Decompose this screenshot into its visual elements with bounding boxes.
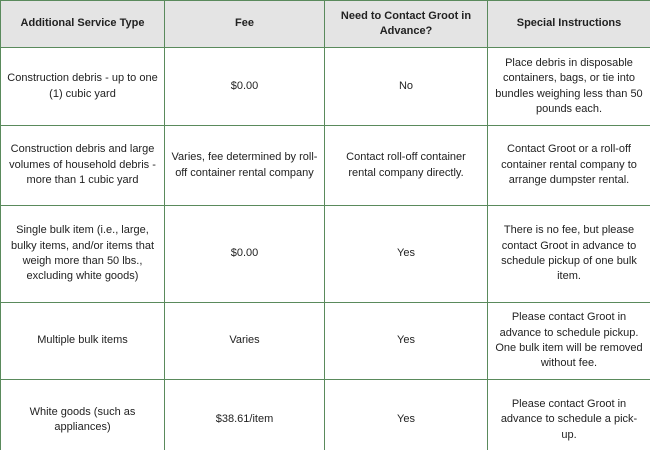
header-service-type: Additional Service Type <box>1 1 165 48</box>
instructions-cell: Please contact Groot in advance to schedule pickup. One bulk item will be removed without fee. <box>488 303 650 380</box>
instructions-cell: Place debris in disposable containers, bags, or tie into bundles weighing less than 50 pounds each. <box>488 48 650 126</box>
table-row <box>1 126 650 206</box>
table-row <box>1 303 650 380</box>
instructions-cell: Contact Groot or a roll-off container rental company to arrange dumpster rental. <box>488 126 650 206</box>
contact-in-advance-cell: Contact roll-off container rental company directly. <box>325 126 488 206</box>
contact-in-advance-cell: Yes <box>325 206 488 303</box>
fee-cell: $0.00 <box>165 206 325 303</box>
fee-cell: Varies, fee determined by roll-off container rental company <box>165 126 325 206</box>
header-contact-in-advance: Need to Contact Groot in Advance? <box>325 1 488 48</box>
table-row <box>1 206 650 303</box>
service-type-cell: Construction debris and large volumes of household debris - more than 1 cubic yard <box>1 126 165 206</box>
fee-cell: $38.61/item <box>165 380 325 450</box>
service-type-cell: Single bulk item (i.e., large, bulky items, and/or items that weigh more than 50 lbs., excluding white goods) <box>1 206 165 303</box>
contact-in-advance-cell: Yes <box>325 303 488 380</box>
table-row <box>1 380 650 450</box>
instructions-cell: Please contact Groot in advance to schedule a pick-up. <box>488 380 650 450</box>
instructions-cell: There is no fee, but please contact Groot in advance to schedule pickup of one bulk item. <box>488 206 650 303</box>
header-fee: Fee <box>165 1 325 48</box>
contact-in-advance-cell: No <box>325 48 488 126</box>
header-special-instructions: Special Instructions <box>488 1 650 48</box>
header-row <box>1 1 650 48</box>
fee-cell: Varies <box>165 303 325 380</box>
contact-in-advance-cell: Yes <box>325 380 488 450</box>
service-type-cell: White goods (such as appliances) <box>1 380 165 450</box>
service-type-cell: Multiple bulk items <box>1 303 165 380</box>
table-row <box>1 48 650 126</box>
fee-cell: $0.00 <box>165 48 325 126</box>
service-type-cell: Construction debris - up to one (1) cubic yard <box>1 48 165 126</box>
